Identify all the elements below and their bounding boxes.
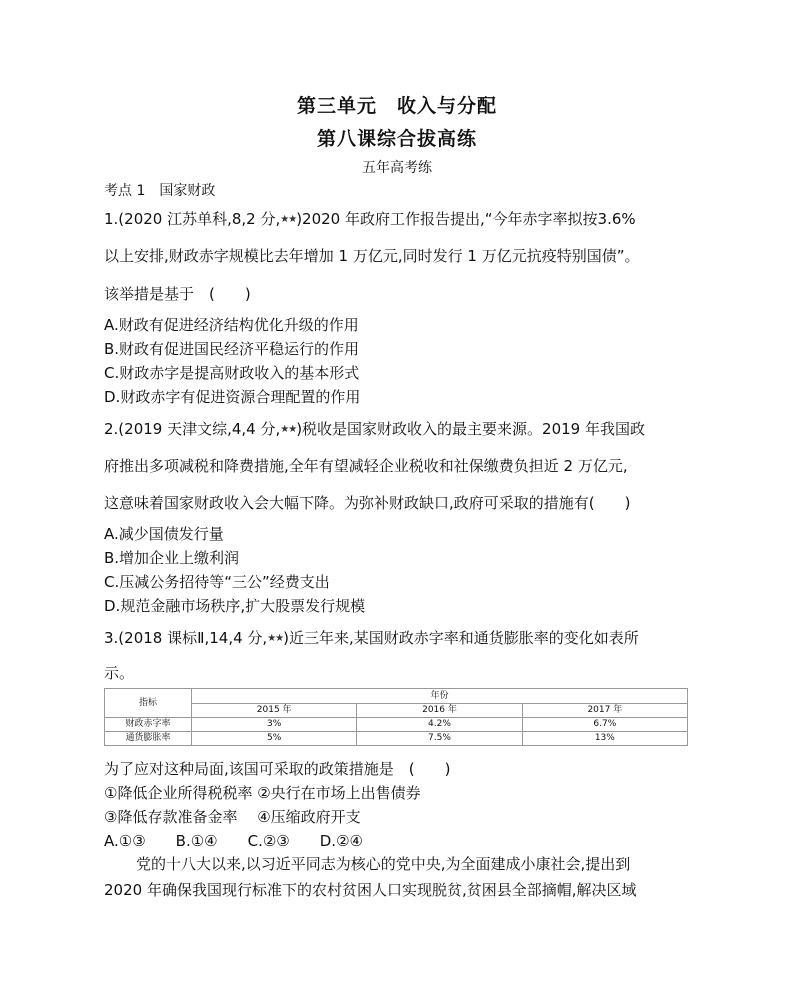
difficulty-stars-icon: ★★	[267, 633, 284, 644]
q2-line2: 府推出多项减税和降费措施,全年有望减轻企业税收和社保缴费负担近 2 万亿元,	[104, 457, 628, 475]
unit-title: 第三单元 收入与分配	[296, 95, 497, 117]
q3-text1: )近三年来,某国财政赤字率和通货膨胀率的变化如表所	[283, 629, 639, 647]
q1-option-a: A.财政有促进经济结构优化升级的作用	[104, 316, 359, 334]
q2-prefix: 2.(2019 天津文综,4,4 分,	[104, 420, 281, 438]
table-cell: 6.7%	[522, 718, 687, 732]
q2-option-b: B.增加企业上缴利润	[104, 549, 240, 567]
q1-prefix: 1.(2020 江苏单科,8,2 分,	[104, 210, 281, 228]
q3-choices-1: ①降低企业所得税税率 ②央行在市场上出售债券	[104, 784, 421, 802]
q1-text1: )2020 年政府工作报告提出,“今年赤字率拟按3.6%	[296, 210, 636, 228]
table-year-header: 2015 年	[192, 704, 357, 718]
q3-answers: A.①③ B.①④ C.②③ D.②④	[104, 832, 363, 850]
q1-option-d: D.财政赤字有促进资源合理配置的作用	[104, 388, 361, 406]
table-cell: 13%	[522, 732, 687, 746]
q1-option-c: C.财政赤字是提高财政收入的基本形式	[104, 364, 360, 382]
q3-line2: 示。	[104, 664, 135, 682]
difficulty-stars-icon: ★★	[280, 424, 297, 435]
q3-line1	[104, 627, 639, 648]
table-cell: 3%	[192, 718, 357, 732]
table-cell: 4.2%	[357, 718, 522, 732]
passage-line1: 党的十八大以来,以习近平同志为核心的党中央,为全面建成小康社会,提出到	[136, 855, 631, 873]
q1-option-b: B.财政有促进国民经济平稳运行的作用	[104, 340, 360, 358]
q3-prefix: 3.(2018 课标Ⅱ,14,4 分,	[104, 629, 268, 647]
table-cell: 7.5%	[357, 732, 522, 746]
table-year-header: 2016 年	[357, 704, 522, 718]
q3-line3: 为了应对这种局面,该国可采取的政策措施是 ( )	[104, 760, 451, 778]
q2-text1: )税收是国家财政收入的最主要来源。2019 年我国政	[296, 420, 645, 438]
q1-line1	[104, 208, 636, 229]
table-group-header: 年份	[192, 689, 688, 704]
q2-line1	[104, 418, 645, 439]
q2-option-a: A.减少国债发行量	[104, 525, 224, 543]
q2-line3: 这意味着国家财政收入会大幅下降。为弥补财政缺口,政府可采取的措施有( )	[104, 494, 631, 512]
q2-option-d: D.规范金融市场秩序,扩大股票发行规模	[104, 597, 366, 615]
passage-line2: 2020 年确保我国现行标准下的农村贫困人口实现脱贫,贫困县全部摘帽,解决区域	[104, 881, 637, 899]
q1-line3: 该举措是基于 ( )	[104, 285, 251, 303]
table-row	[105, 718, 688, 732]
q2-option-c: C.压减公务招待等“三公”经费支出	[104, 573, 330, 591]
table-cell: 5%	[192, 732, 357, 746]
lesson-title: 第八课综合拔高练	[316, 128, 477, 150]
table-row	[105, 732, 688, 746]
subtitle: 五年高考练	[362, 160, 432, 176]
row-label: 通货膨胀率	[105, 732, 192, 746]
table-year-header: 2017 年	[522, 704, 687, 718]
difficulty-stars-icon: ★★	[280, 214, 297, 225]
data-table	[104, 688, 688, 746]
table-corner: 指标	[105, 689, 192, 718]
q1-line2: 以上安排,财政赤字规模比去年增加 1 万亿元,同时发行 1 万亿元抗疫特别国债”。	[104, 247, 640, 265]
q3-choices-2: ③降低存款准备金率 ④压缩政府开支	[104, 808, 361, 826]
row-label: 财政赤字率	[105, 718, 192, 732]
section-heading: 考点 1 国家财政	[104, 183, 216, 199]
